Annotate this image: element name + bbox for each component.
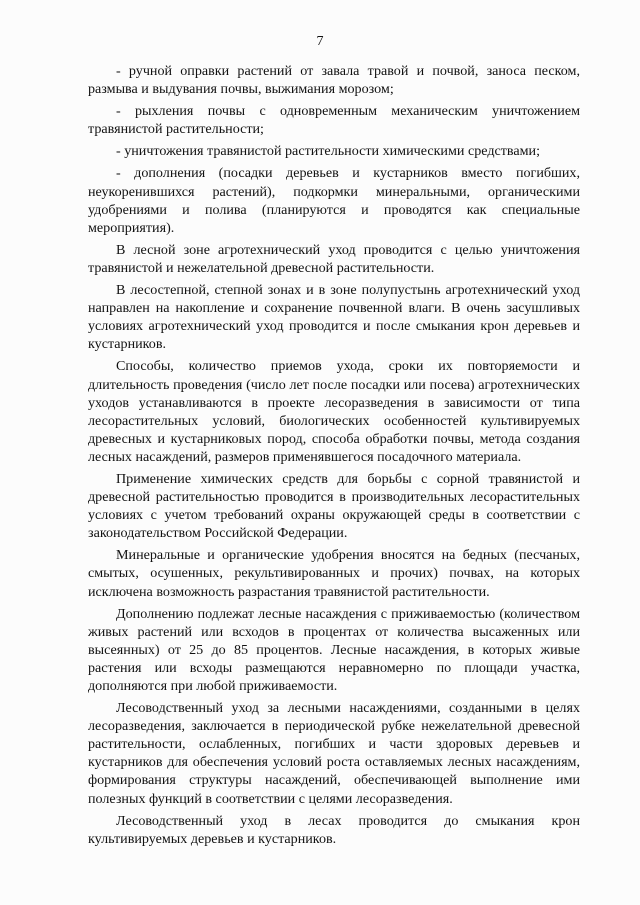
paragraph-fertilizers: Минеральные и органические удобрения вносятся на бедных (песчаных, смытых, осушенных, рекультивированных и прочих) почвах, на которых исключена возможность разрастания травянистой растительности. [88, 547, 580, 600]
paragraph-care-methods: Способы, количество приемов ухода, сроки их повторяемости и длительность проведения (число лет после посадки или посева) агротехнических уходов устанавливаются в проекте лесоразведения в зависимости от типа лесорастительных условий, биологических особенностей культивируемых древесных и кустарниковых пород, способа обработки почвы, метода создания лесных насаждений, размеров применявшегося посадочного материала. [88, 358, 580, 465]
list-item-loosening: - рыхления почвы с одновременным механическим уничтожением травянистой растительности; [88, 103, 580, 138]
document-body [88, 62, 580, 852]
list-item-supplementing: - дополнения (посадки деревьев и кустарников вместо погибших, неукоренившихся растений), подкормки минеральными, органическими удобрениями и полива (планируются и проводятся как специальные мероприятия). [88, 165, 580, 236]
paragraph-supplementing-rules: Дополнению подлежат лесные насаждения с приживаемостью (количеством живых растений или всходов в процентах от количества высаженных или высеянных) от 25 до 85 процентов. Лесные насаждения, в которых живые растения или всходы размещаются неравномерно по площади участка, дополняются при любой приживаемости. [88, 605, 580, 694]
list-item-manual-straightening: - ручной оправки растений от завала травой и почвой, заноса песком, размыва и выдувания почвы, выжимания морозом; [88, 63, 580, 98]
paragraph-silvicultural-care: Лесоводственный уход за лесными насаждениями, созданными в целях лесоразведения, заключается в периодической рубке нежелательной древесной растительности, ослабленных, погибших и части здоровых деревьев и кустарников для обеспечения условий роста оставляемых лесных насаждениям, формирования структуры насаждений, обеспечивающей выполнение ими полезных функций в соответствии с целями лесоразведения. [88, 700, 580, 807]
paragraph-care-until-closure: Лесоводственный уход в лесах проводится до смыкания крон культивируемых деревьев и кустарников. [88, 812, 580, 847]
list-item-chemical-control: - уничтожения травянистой растительности химическими средствами; [116, 143, 541, 160]
page-number: 7 [316, 34, 324, 49]
paragraph-chemical-use: Применение химических средств для борьбы с сорной травянистой и древесной растительностью проводится в производительных лесорастительных условиях с учетом требований охраны окружающей среды в соответствии с законодательством Российской Федерации. [88, 470, 580, 542]
paragraph-steppe-zones: В лесостепной, степной зонах и в зоне полупустынь агротехнический уход направлен на накопление и сохранение почвенной влаги. В очень засушливых условиях агротехнический уход проводится и после смыкания крон деревьев и кустарников. [88, 282, 580, 353]
paragraph-forest-zone: В лесной зоне агротехнический уход проводится с целью уничтожения травянистой и нежелательной древесной растительности. [88, 241, 580, 276]
